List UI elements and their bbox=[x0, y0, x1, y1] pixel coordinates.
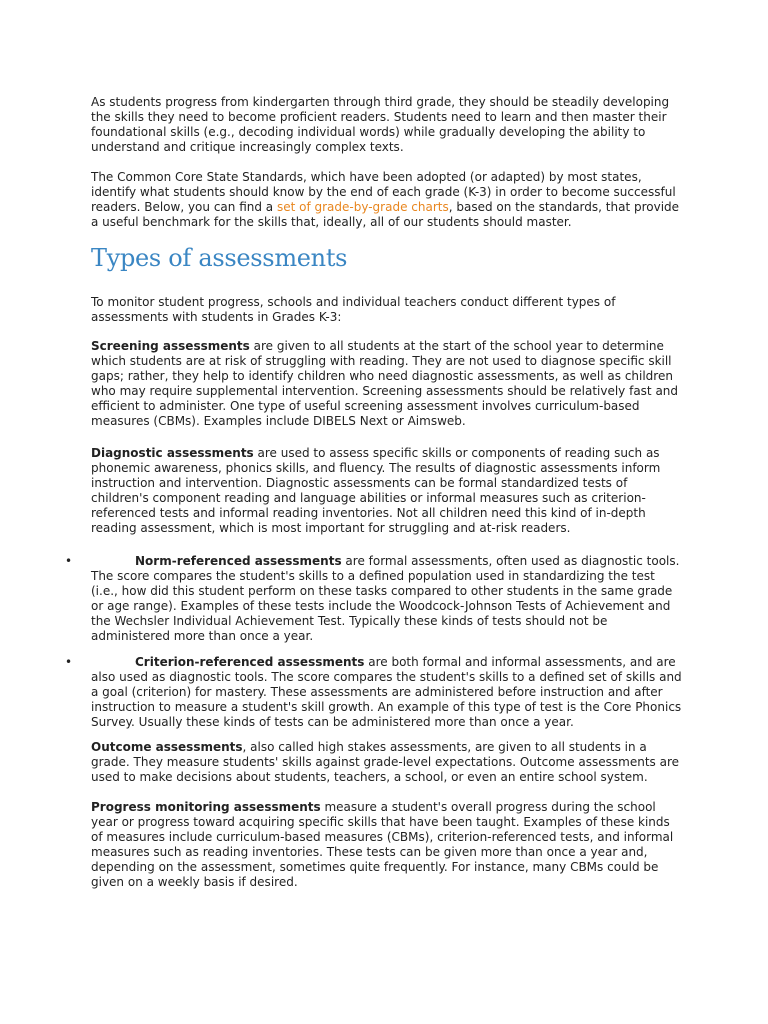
norm-text bbox=[91, 554, 683, 644]
diagnostic-term: Diagnostic assessments bbox=[91, 446, 254, 460]
progress-text bbox=[91, 800, 683, 890]
intro-text-2-end: , based on the standards, that provide a useful benchmark for the skills that, ideally, all of our students should master. bbox=[91, 200, 680, 229]
intro-paragraph-1 bbox=[91, 95, 683, 155]
bullet-content bbox=[91, 554, 683, 644]
diagnostic-body: are used to assess specific skills or components of reading such as phonemic awareness, phonics skills, and fluency. The results of diagnostic assessments inform instruction and intervention. Diagnostic assessments can be formal standardized tests of children's component reading and language abilities or informal measures such as criterion-referenced tests and informal reading inventories. Not all children need this kind of in-depth reading assessment, which is most important for struggling and at-risk readers. bbox=[91, 446, 661, 535]
grade-charts-link[interactable]: set of grade-by-grade charts bbox=[276, 200, 449, 214]
progress-term: Progress monitoring assessments bbox=[91, 800, 321, 814]
screening-term: Screening assessments bbox=[91, 339, 250, 353]
outcome-term: Outcome assessments bbox=[91, 740, 243, 754]
intro-text-2-start: The Common Core State Standards, which have been adopted (or adapted) by most states, identify what students should know by the end of each grade (K-3) in order to become successful readers. Below, you can find a bbox=[91, 170, 676, 214]
outcome-text bbox=[91, 740, 683, 785]
diagnostic-text bbox=[91, 446, 683, 536]
norm-body: are formal assessments, often used as diagnostic tools. The score compares the student's skills to a defined population used in standardizing the test (i.e., how did this student perform on these tasks compared to other students in the same grade or age range). Examples of these tests include the Woodcock-Johnson Tests of Achievement and the Wechsler Individual Achievement Test. Typically these kinds of tests should not be administered more than once a year. bbox=[91, 554, 680, 643]
criterion-text bbox=[91, 655, 683, 730]
intro-text-1: As students progress from kindergarten through third grade, they should be steadily developing the skills they need to become proficient readers. Students need to learn and then master their foundational skills (e.g., decoding individual words) while gradually developing the ability to understand and critique increasingly complex texts. bbox=[91, 95, 670, 154]
diagnostic-paragraph bbox=[91, 446, 683, 536]
bullet-dot: • bbox=[65, 554, 73, 568]
screening-text bbox=[91, 339, 683, 429]
bullet-dot: • bbox=[65, 655, 73, 669]
outcome-paragraph bbox=[91, 740, 683, 785]
intro-text-2 bbox=[91, 170, 683, 230]
lead-text: To monitor student progress, schools and individual teachers conduct different types of assessments with students in Grades K-3: bbox=[91, 295, 616, 324]
screening-body: are given to all students at the start of the school year to determine which students are at risk of struggling with reading. They are not used to diagnose specific skill gaps; rather, they help to identify children who need diagnostic assessments, as well as children who may require supplemental intervention. Screening assessments should be relatively fast and efficient to administer. One type of useful screening assessment involves curriculum-based measures (CBMs). Examples include DIBELS Next or Aimsweb. bbox=[91, 339, 679, 428]
norm-term: Norm-referenced assessments bbox=[135, 554, 342, 568]
bullet-content bbox=[91, 655, 683, 730]
section-title: Types of assessments bbox=[91, 244, 348, 272]
criterion-term: Criterion-referenced assessments bbox=[135, 655, 365, 669]
lead-paragraph bbox=[91, 295, 683, 325]
section-heading bbox=[91, 243, 683, 273]
progress-paragraph bbox=[91, 800, 683, 890]
outcome-body: , also called high stakes assessments, are given to all students in a grade. They measure students' skills against grade-level expectations. Outcome assessments are used to make decisions about students, teachers, a school, or even an entire school system. bbox=[91, 740, 680, 784]
progress-body: measure a student's overall progress during the school year or progress toward acquiring specific skills that have been taught. Examples of these kinds of measures include curriculum-based measures (CBMs), criterion-referenced tests, and informal measures such as reading inventories. These tests can be given more than once a year and, depending on the assessment, sometimes quite frequently. For instance, many CBMs could be given on a weekly basis if desired. bbox=[91, 800, 674, 889]
screening-paragraph bbox=[91, 339, 683, 429]
intro-paragraph-2 bbox=[91, 170, 683, 230]
criterion-body: are both formal and informal assessments, and are also used as diagnostic tools. The score compares the student's skills to a defined set of skills and a goal (criterion) for mastery. These assessments are administered before instruction and after instruction to measure a student's skill growth. An example of this type of test is the Core Phonics Survey. Usually these kinds of tests can be administered more than once a year. bbox=[91, 655, 682, 729]
